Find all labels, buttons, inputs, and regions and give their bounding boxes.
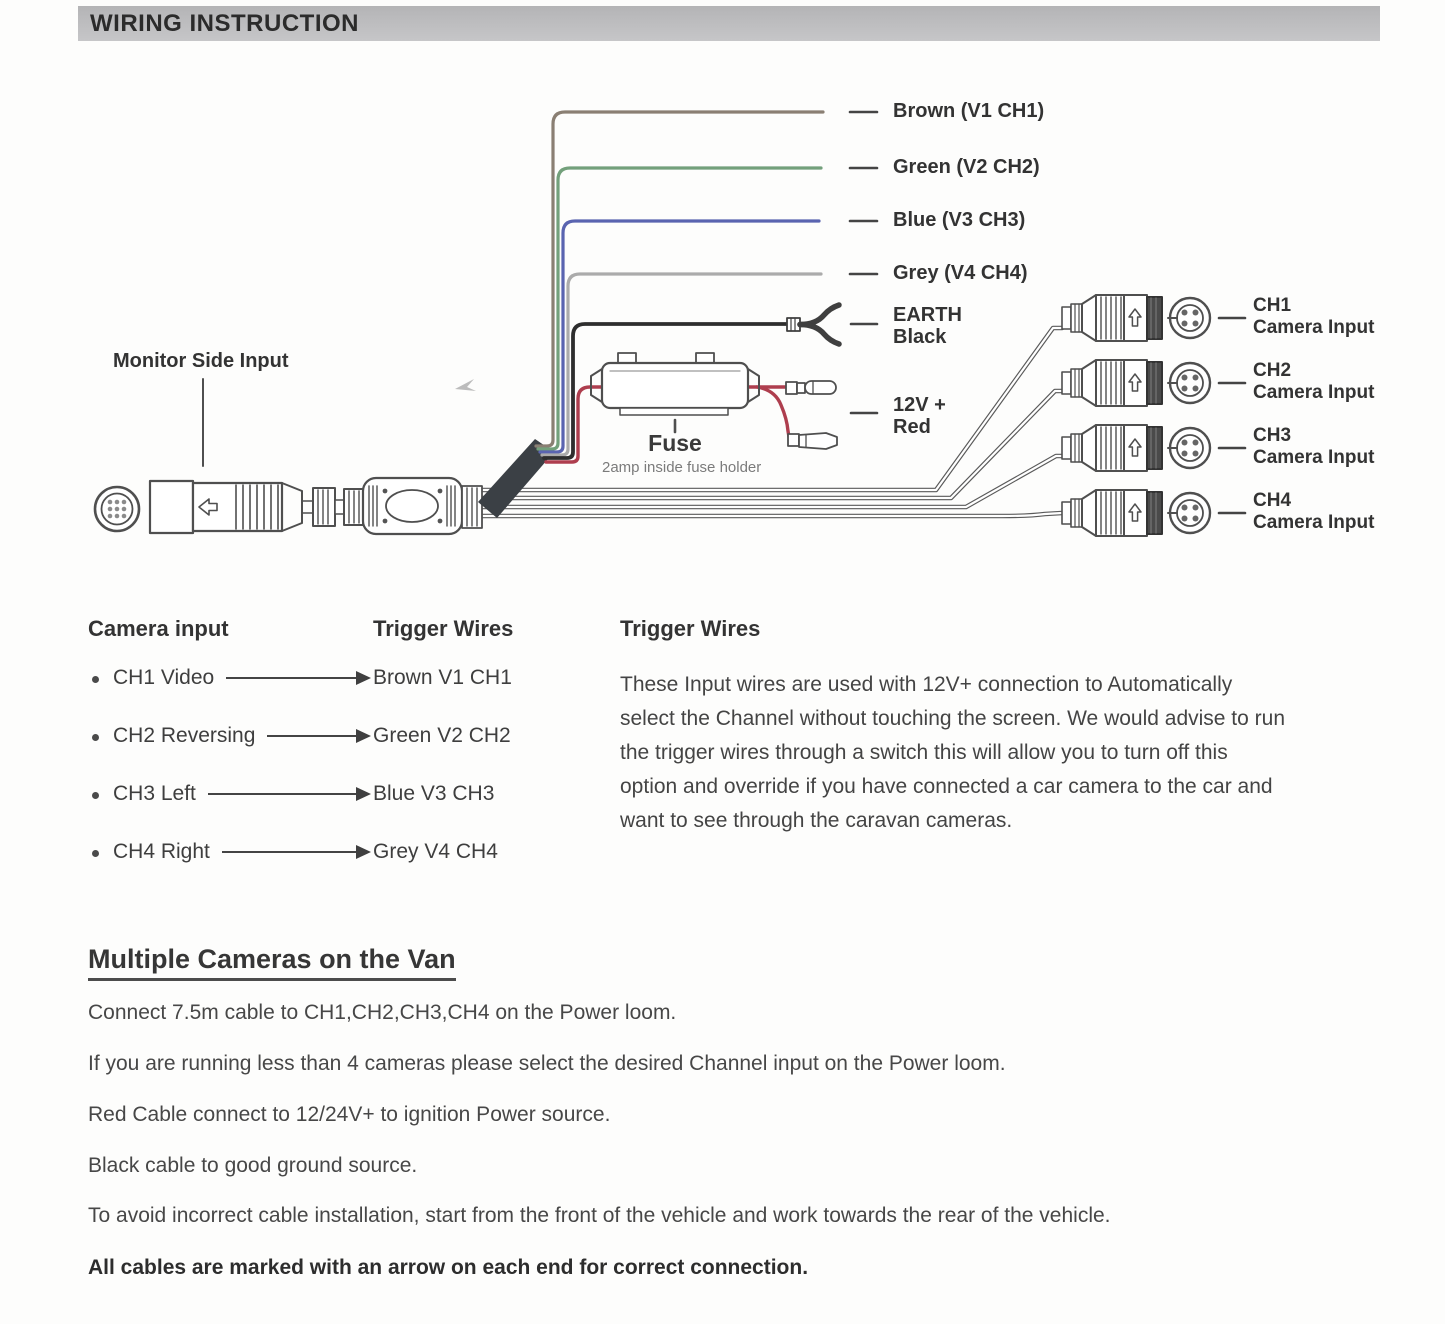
wire-label-blue: Blue (V3 CH3): [893, 209, 1026, 231]
wire-label-power: 12V + Red: [893, 394, 946, 438]
arrow-right-icon: [222, 845, 371, 859]
trigger-wires-heading: Trigger Wires: [620, 616, 761, 641]
instruction-line-5: To avoid incorrect cable installation, start from the front of the vehicle and work towards the rear of the vehicle.: [88, 1204, 1111, 1227]
instruction-line-3: Red Cable connect to 12/24V+ to ignition Power source.: [88, 1103, 611, 1126]
wire-red-branch: [757, 387, 789, 437]
ch4-plug: [1062, 490, 1245, 536]
ch1-plug: [1062, 295, 1245, 341]
bullet-icon: [92, 792, 99, 799]
fuse-label: Fuse: [648, 430, 702, 456]
wire-label-grey: Grey (V4 CH4): [893, 262, 1028, 284]
ch4-camera-input-label: CH4 Camera Input: [1253, 490, 1375, 533]
mapping-row-ch1: CH1 Video Brown V1 CH1: [88, 665, 540, 691]
spade-terminals: [786, 381, 837, 449]
wiring-diagram-art: [0, 0, 1445, 600]
ch3-plug: [1062, 425, 1245, 471]
instruction-line-4: Black cable to good ground source.: [88, 1154, 418, 1177]
page-title: WIRING INSTRUCTION: [90, 9, 359, 37]
wire-blue: [540, 221, 819, 452]
trigger-wires-paragraph: These Input wires are used with 12V+ connection to Automatically select the Channel without touching the screen. We would advise to run the trigger wires through a switch this will allow you to turn off this option and override if you have connected a car camera to the car and want to see through the caravan cameras.: [620, 673, 1286, 832]
mapping-row-ch4: CH4 Right Grey V4 CH4: [88, 839, 540, 865]
bullet-icon: [92, 676, 99, 683]
junction-box: [363, 478, 482, 534]
bullet-icon: [92, 850, 99, 857]
mapping-col2-header: Trigger Wires: [373, 616, 514, 641]
arrow-right-icon: [226, 671, 371, 685]
instruction-line-2: If you are running less than 4 cameras please select the desired Channel input on the Power loom.: [88, 1052, 1006, 1075]
fork-terminal: [787, 305, 839, 344]
monitor-connector: [95, 481, 363, 533]
wire-label-earth: EARTH Black: [893, 304, 962, 348]
fuse-holder: [591, 353, 759, 432]
bullet-icon: [92, 734, 99, 741]
wire-label-green: Green (V2 CH2): [893, 156, 1040, 178]
multiple-cameras-heading: Multiple Cameras on the Van: [88, 944, 456, 981]
wire-label-brown: Brown (V1 CH1): [893, 100, 1045, 122]
arrow-right-icon: [267, 729, 371, 743]
ch3-camera-input-label: CH3 Camera Input: [1253, 425, 1375, 468]
instruction-bold-note: All cables are marked with an arrow on each end for correct connection.: [88, 1256, 809, 1279]
instruction-line-1: Connect 7.5m cable to CH1,CH2,CH3,CH4 on the Power loom.: [88, 1001, 677, 1024]
monitor-side-input-label: Monitor Side Input: [113, 350, 289, 372]
ch2-plug: [1062, 360, 1245, 406]
ch1-camera-input-label: CH1 Camera Input: [1253, 295, 1375, 338]
mapping-row-ch3: CH3 Left Blue V3 CH3: [88, 781, 540, 807]
fuse-note: 2amp inside fuse holder: [602, 459, 762, 476]
mapping-col1-header: Camera input: [88, 616, 229, 641]
cursor-artifact: [455, 379, 476, 391]
mapping-row-ch2: CH2 Reversing Green V2 CH2: [88, 723, 540, 749]
ch2-camera-input-label: CH2 Camera Input: [1253, 360, 1375, 403]
label-dashes: [850, 112, 877, 413]
arrow-right-icon: [208, 787, 371, 801]
